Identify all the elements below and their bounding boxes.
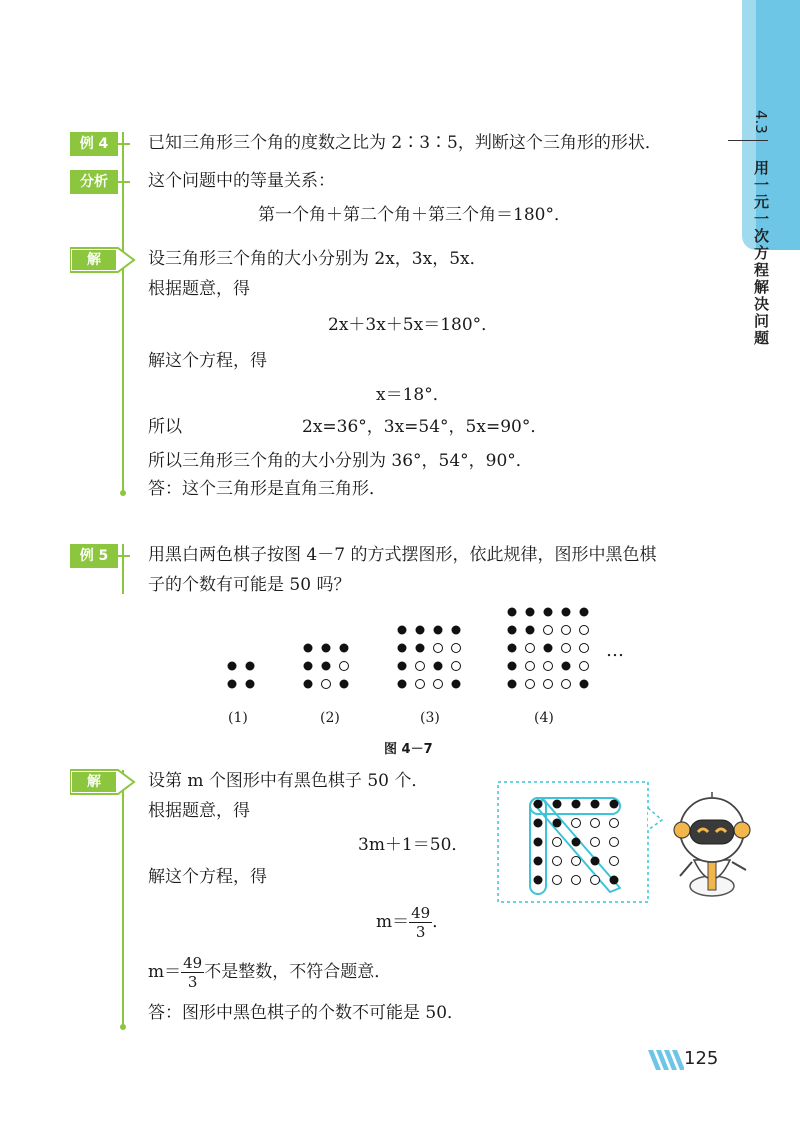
ex5-answer: 答：图形中黑色棋子的个数不可能是 50． <box>148 1003 465 1023</box>
white-piece <box>322 680 331 689</box>
pattern-1 <box>228 662 255 689</box>
black-piece <box>452 680 461 689</box>
figure-caption: 图 4－7 <box>384 742 433 757</box>
ex5-sol-guide-line <box>122 770 124 1026</box>
ex4-line2: 根据题意，得 <box>148 279 250 299</box>
ex4-so-label: 所以 <box>148 417 182 437</box>
black-piece <box>572 838 581 847</box>
black-piece <box>553 819 562 828</box>
black-piece <box>398 644 407 653</box>
ex5-line1: 设第 m 个图形中有黑色棋子 50 个． <box>148 771 429 791</box>
section-number: 4.3 <box>752 110 770 134</box>
analysis-equation: 第一个角＋第二个角＋第三个角＝180°． <box>258 205 571 225</box>
pattern-2 <box>304 644 349 689</box>
black-piece <box>398 626 407 635</box>
black-piece <box>544 644 553 653</box>
ex4-answer: 答：这个三角形是直角三角形． <box>148 479 386 499</box>
white-piece <box>572 876 581 885</box>
ex5-eq2 <box>376 902 449 942</box>
black-piece <box>304 644 313 653</box>
white-piece <box>526 680 535 689</box>
ex4-eq2: x＝18°． <box>376 385 450 405</box>
black-piece <box>508 608 517 617</box>
ex5-eq2-left: m＝ <box>376 912 410 932</box>
ex5-line4-left: m＝ <box>148 962 182 982</box>
fraction-denominator: 3 <box>415 923 426 941</box>
black-piece <box>416 644 425 653</box>
ex4-line4: 所以三角形三个角的大小分别为 36°，54°，90°． <box>148 451 533 471</box>
black-piece <box>304 662 313 671</box>
black-piece <box>398 662 407 671</box>
white-piece <box>580 644 589 653</box>
black-piece <box>228 680 237 689</box>
white-piece <box>562 626 571 635</box>
white-piece <box>526 662 535 671</box>
black-piece <box>398 680 407 689</box>
black-piece <box>434 662 443 671</box>
black-piece <box>610 800 619 809</box>
analysis-text: 这个问题中的等量关系： <box>148 171 335 191</box>
black-piece <box>534 876 543 885</box>
black-piece <box>534 800 543 809</box>
ex5-guide-line <box>122 544 124 594</box>
white-piece <box>452 662 461 671</box>
ex4-line1: 设三角形三个角的大小分别为 2x，3x，5x． <box>148 249 487 269</box>
black-piece <box>580 608 589 617</box>
white-piece <box>562 680 571 689</box>
black-piece <box>508 680 517 689</box>
black-piece <box>304 680 313 689</box>
black-piece <box>508 662 517 671</box>
page-number: 125 <box>684 1048 719 1069</box>
white-piece <box>434 644 443 653</box>
black-piece <box>610 876 619 885</box>
white-piece <box>553 876 562 885</box>
ex5-line4 <box>148 952 391 992</box>
black-piece <box>572 800 581 809</box>
white-piece <box>452 644 461 653</box>
ex4-line3: 解这个方程，得 <box>148 351 267 371</box>
figure-ellipsis: … <box>606 640 624 661</box>
black-piece <box>508 644 517 653</box>
figure-label-4: (4) <box>534 710 554 726</box>
black-piece <box>591 800 600 809</box>
ex5-line3: 解这个方程，得 <box>148 867 267 887</box>
ex5-line2: 根据题意，得 <box>148 801 250 821</box>
white-piece <box>553 857 562 866</box>
fraction-numerator-b: 49 <box>183 954 203 972</box>
white-piece <box>340 662 349 671</box>
ex4-guide-end <box>120 490 126 496</box>
black-piece <box>580 680 589 689</box>
black-piece <box>562 662 571 671</box>
fraction-numerator: 49 <box>411 904 431 922</box>
example4-problem: 已知三角形三个角的度数之比为 2∶3∶5，判断这个三角形的形状． <box>148 133 662 153</box>
figure-label-2: (2) <box>320 710 340 726</box>
figure-label-1: (1) <box>228 710 248 726</box>
robot-mascot <box>664 790 760 900</box>
white-piece <box>416 662 425 671</box>
black-piece <box>534 838 543 847</box>
page-stripes-icon <box>648 1050 684 1070</box>
ex4-eq1: 2x＋3x＋5x＝180°． <box>328 315 499 335</box>
white-piece <box>580 662 589 671</box>
black-piece <box>534 819 543 828</box>
white-piece <box>416 680 425 689</box>
white-piece <box>562 644 571 653</box>
figure-4-7 <box>220 600 640 700</box>
ex5-eq1: 3m＋1＝50． <box>358 835 469 855</box>
black-piece <box>322 662 331 671</box>
white-piece <box>591 876 600 885</box>
ex5-badge-tick <box>118 555 130 557</box>
white-piece <box>610 838 619 847</box>
analysis-badge-tick <box>118 181 130 183</box>
black-piece <box>544 608 553 617</box>
callout-pointer <box>648 808 662 830</box>
ex4-guide-line <box>122 132 124 492</box>
black-piece <box>591 857 600 866</box>
black-piece <box>340 680 349 689</box>
example5-problem-line1: 用黑白两色棋子按图 4－7 的方式摆图形，依此规律，图形中黑色棋 <box>148 545 657 565</box>
ex4-badge-tick <box>118 143 130 145</box>
black-piece <box>246 662 255 671</box>
white-piece <box>434 680 443 689</box>
black-piece <box>452 626 461 635</box>
black-piece <box>526 608 535 617</box>
figure-label-3: (3) <box>420 710 440 726</box>
white-piece <box>544 662 553 671</box>
section-divider <box>728 140 768 141</box>
solution-badge-4: 解 <box>87 252 101 268</box>
black-piece <box>553 800 562 809</box>
white-piece <box>544 680 553 689</box>
black-piece <box>246 680 255 689</box>
section-title: 用一元一次方程解决问题 <box>752 160 770 347</box>
white-piece <box>610 819 619 828</box>
analysis-badge: 分析 <box>70 170 118 194</box>
white-piece <box>580 626 589 635</box>
white-piece <box>591 819 600 828</box>
ex5-line4-right: 不是整数，不符合题意． <box>204 962 392 982</box>
black-piece <box>508 626 517 635</box>
black-piece <box>562 608 571 617</box>
black-piece <box>434 626 443 635</box>
pattern-4 <box>508 608 589 689</box>
black-piece <box>526 626 535 635</box>
black-piece <box>534 857 543 866</box>
white-piece <box>526 644 535 653</box>
ex5-guide-end <box>120 1024 126 1030</box>
white-piece <box>544 626 553 635</box>
white-piece <box>572 857 581 866</box>
black-piece <box>340 644 349 653</box>
pattern-3 <box>398 626 461 689</box>
solution-badge-5: 解 <box>87 774 101 790</box>
fraction-49-3-b <box>181 954 204 991</box>
fraction-denominator-b: 3 <box>187 973 198 991</box>
white-piece <box>610 857 619 866</box>
fraction-49-3 <box>409 904 432 941</box>
example5-problem-line2: 子的个数有可能是 50 吗？ <box>148 575 351 595</box>
example5-badge: 例 5 <box>70 544 118 568</box>
example4-badge: 例 4 <box>70 132 118 156</box>
white-piece <box>572 819 581 828</box>
black-piece <box>416 626 425 635</box>
black-piece <box>228 662 237 671</box>
ex5-eq2-right: ． <box>432 912 450 932</box>
white-piece <box>553 838 562 847</box>
black-piece <box>322 644 331 653</box>
ex4-eq3: 2x=36°，3x=54°，5x=90°． <box>302 417 548 437</box>
white-piece <box>591 838 600 847</box>
